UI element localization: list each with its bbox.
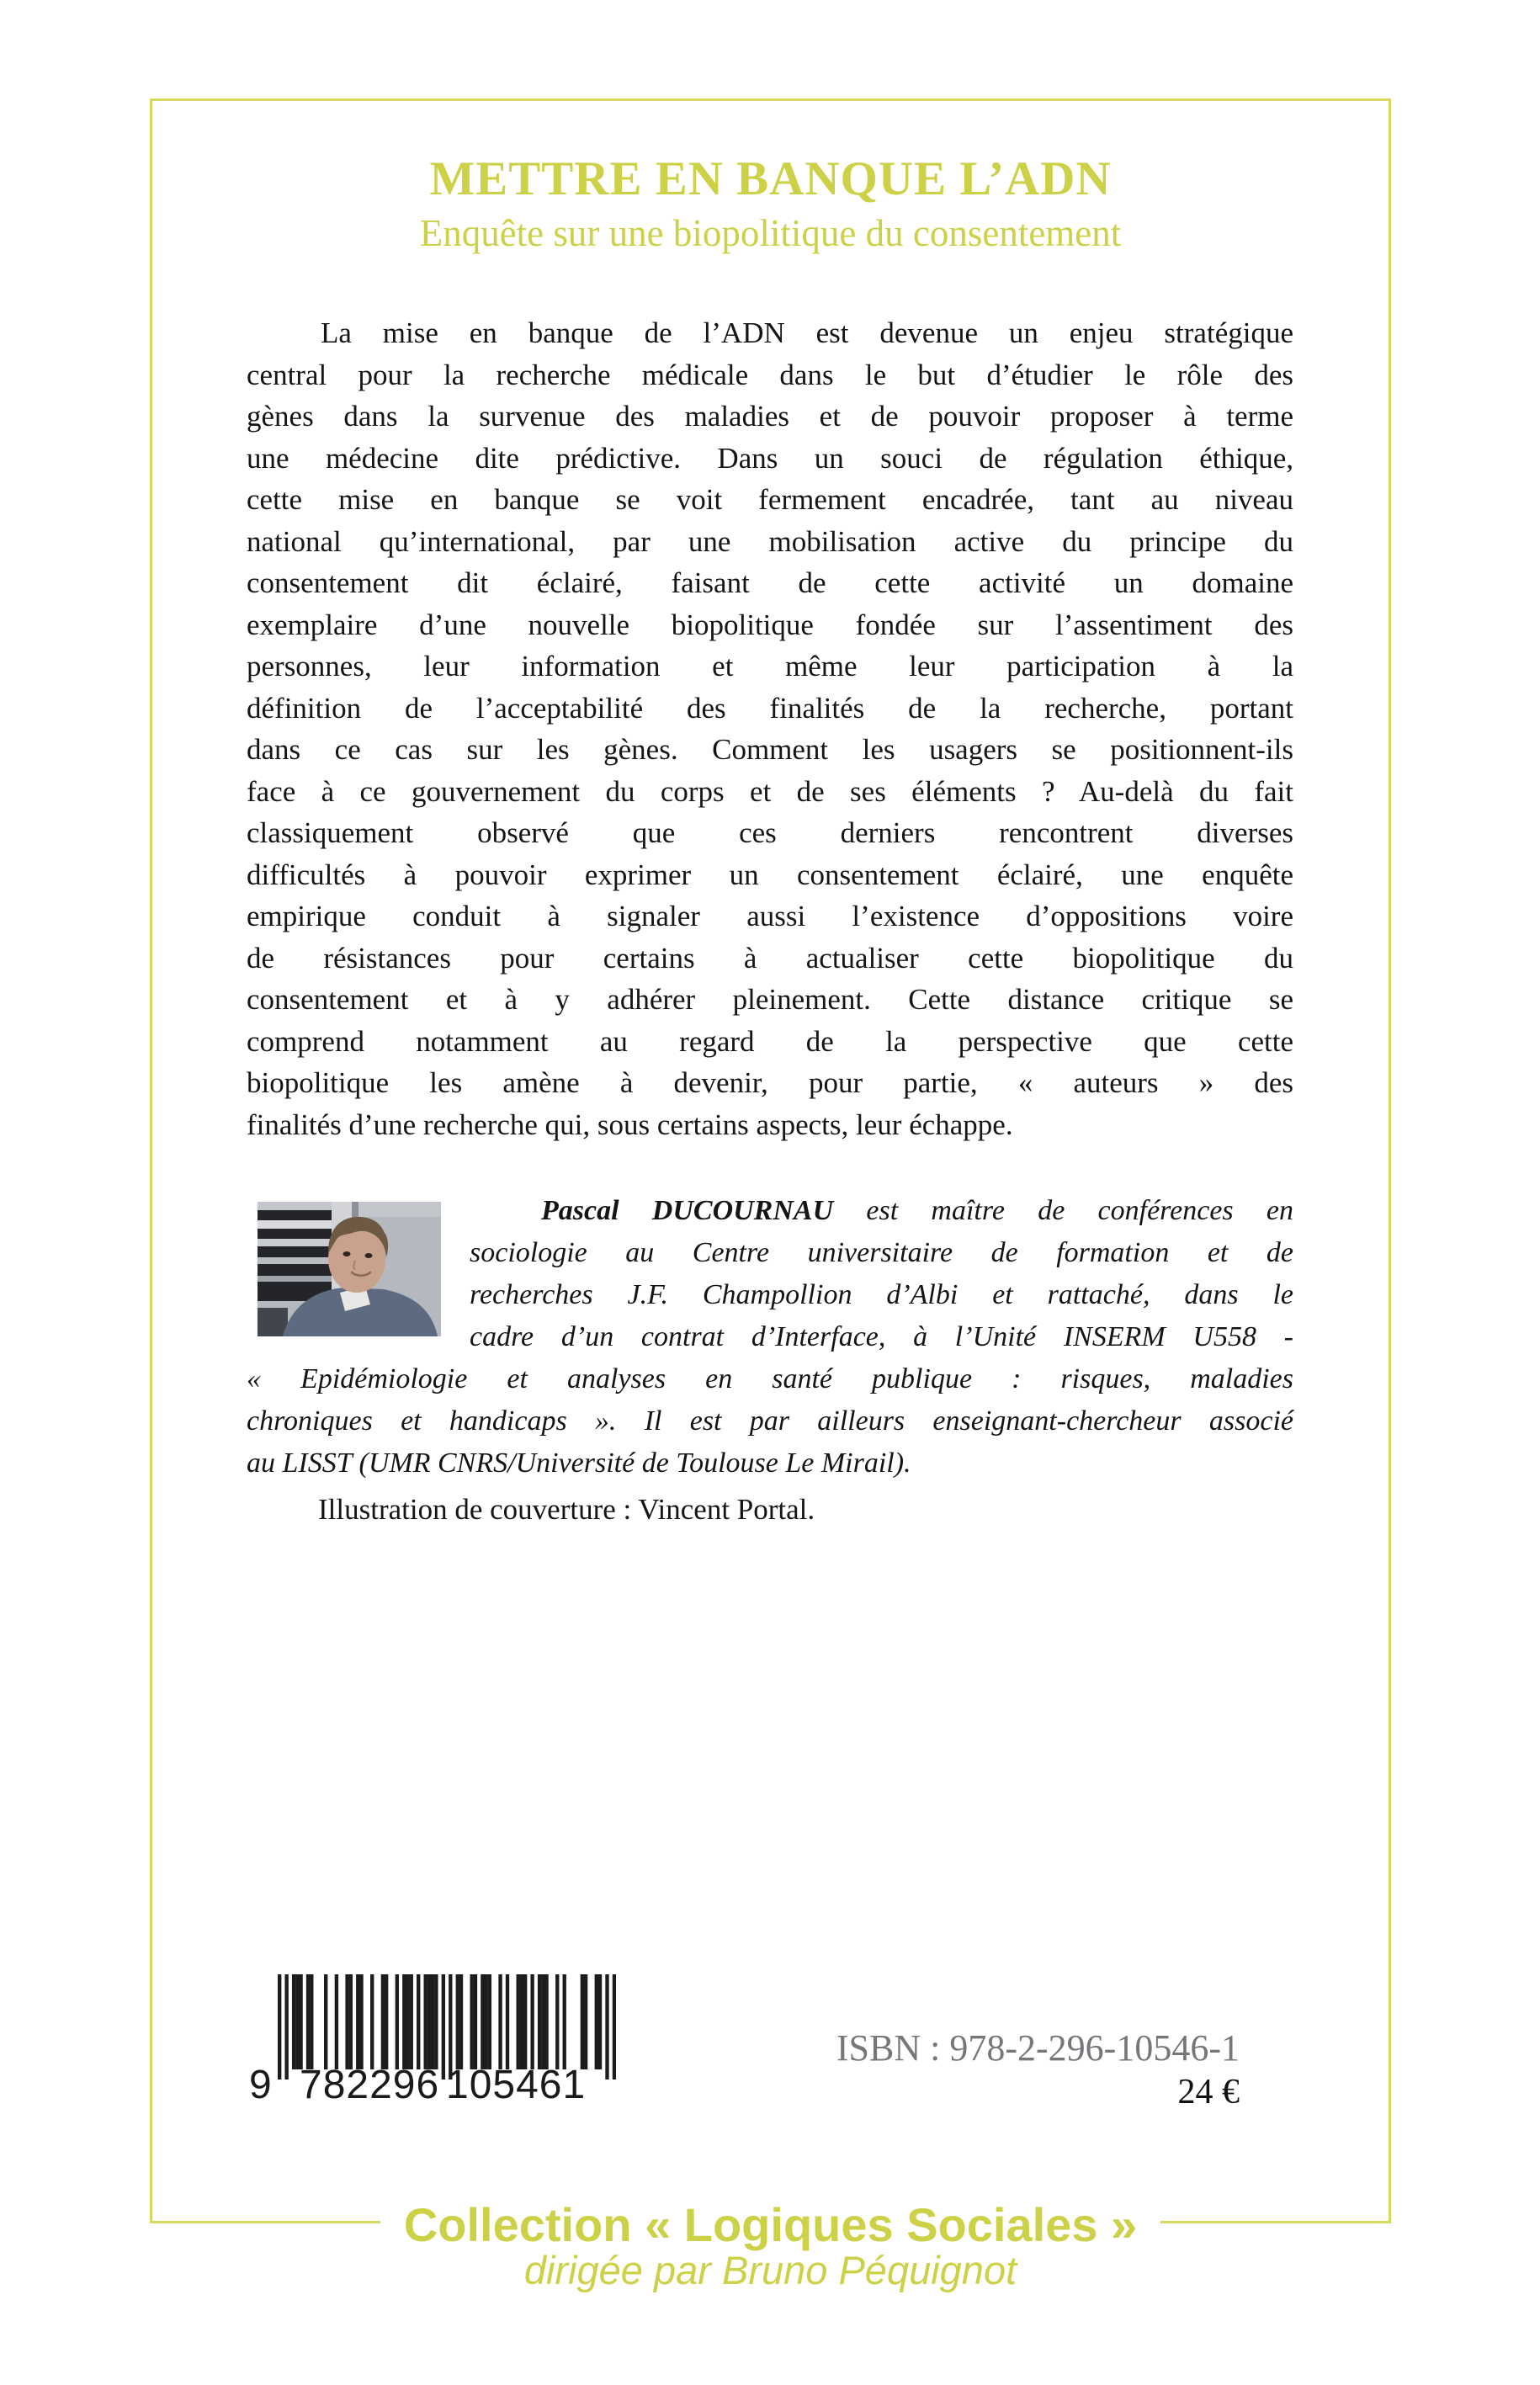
text-line: national qu’international, par une mobilisation active du principe du [247,524,1293,558]
text-line: dans ce cas sur les gènes. Comment les usagers se positionnent-ils [247,733,1293,766]
text-line: central pour la recherche médicale dans le but d’étudier le rôle des [247,358,1293,391]
back-cover-blurb [247,312,1293,1145]
barcode-digit-prefix: 9 [249,2063,273,2107]
author-bio-indented-lines [247,1232,1293,1358]
text-line: chroniques et handicaps ». Il est par ailleurs enseignant-chercheur associé [247,1405,1293,1437]
text-line: consentement dit éclairé, faisant de cette activité un domaine [247,566,1293,599]
text-line: au LISST (UMR CNRS/Université de Toulouse Le Mirail). [247,1447,911,1479]
text-line: exemplaire d’une nouvelle biopolitique fondée sur l’assentiment des [247,608,1293,641]
author-bio-full-lines [247,1358,1293,1485]
text-line: consentement et à y adhérer pleinement. Cette distance critique se [247,983,1293,1016]
text-line: « Epidémiologie et analyses en santé publique : risques, maladies [247,1363,1293,1394]
text-line: sociologie au Centre universitaire de formation et de [470,1237,1293,1268]
barcode-digits-right: 105461 [446,2063,587,2107]
text-line: une médecine dite prédictive. Dans un souci de régulation éthique, [247,441,1293,475]
text-line: classiquement observé que ces derniers rencontrent diverses [247,816,1293,849]
author-bio [247,1190,1293,1485]
author-bio-line [470,1190,1293,1232]
text-line: face à ce gouvernement du corps et de ses éléments ? Au-delà du fait [247,774,1293,808]
collection-name: Collection « Logiques Sociales » [380,2199,1160,2251]
text-line: cadre d’un contrat d’Interface, à l’Unité INSERM U558 - [470,1321,1293,1352]
text-line: empirique conduit à signaler aussi l’existence d’oppositions voire [247,900,1293,932]
text-line: gènes dans la survenue des maladies et de pouvoir proposer à terme [247,400,1293,433]
text-line: difficultés à pouvoir exprimer un consentement éclairé, une enquête [247,858,1293,891]
text-line: finalités d’une recherche qui, sous certains aspects, leur échappe. [247,1108,1013,1141]
text-line: comprend notamment au regard de la perspective que cette [247,1024,1293,1058]
text-line: La mise en banque de l’ADN est devenue un enjeu stratégique [321,316,1293,349]
price: 24 € [1177,2073,1240,2111]
collection-director: dirigée par Bruno Péquignot [523,2248,1017,2292]
text-line: cette mise en banque se voit fermement encadrée, tant au niveau [247,483,1293,516]
author-bio-text: est maître de conférences en [833,1195,1293,1226]
collection-banner [150,2199,1391,2251]
text-line: de résistances pour certains à actualiser cette biopolitique du [247,941,1293,975]
author-name: Pascal DUCOURNAU [541,1195,834,1226]
text-line: biopolitique les amène à devenir, pour partie, « auteurs » des [247,1066,1293,1099]
text-line: définition de l’acceptabilité des finalités de la recherche, portant [247,691,1293,725]
illustration-credit: Illustration de couverture : Vincent Portal. [318,1493,815,1526]
text-line: personnes, leur information et même leur participation à la [247,650,1293,683]
book-subtitle: Enquête sur une biopolitique du consentement [419,212,1122,254]
isbn-label: ISBN : 978-2-296-10546-1 [836,2027,1240,2069]
text-line: recherches J.F. Champollion d’Albi et rattaché, dans le [470,1279,1293,1310]
barcode-digits-left: 782296 [300,2063,440,2107]
book-title: METTRE EN BANQUE L’ADN [429,152,1112,205]
